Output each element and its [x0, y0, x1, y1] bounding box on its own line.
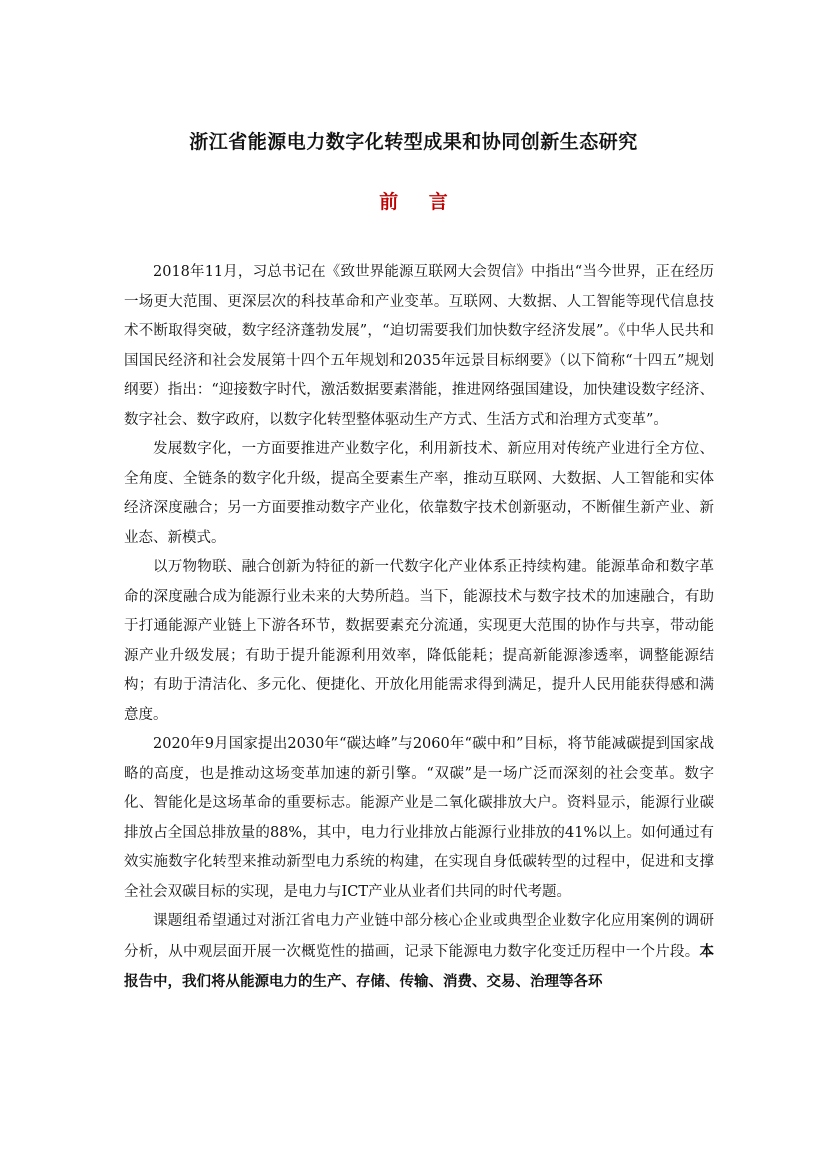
document-body [124, 258, 714, 998]
paragraph-5-text: 课题组希望通过对浙江省电力产业链中部分核心企业或典型企业数字化应用案例的调研分析，从中观层面开展一次概览性的描画，记录下能源电力数字化变迁历程中一个片段。 [124, 913, 714, 960]
paragraph-5 [124, 907, 714, 998]
paragraph-3: 以万物物联、融合创新为特征的新一代数字化产业体系正持续构建。能源革命和数字革命的深度融合成为能源行业未来的大势所趋。当下，能源技术与数字技术的加速融合，有助于打通能源产业链上下游各环节，数据要素充分流通，实现更大范围的协作与共享，带动能源产业升级发展；有助于提升能源利用效率，降低能耗；提高新能源渗透率，调整能源结构；有助于清洁化、多元化、便捷化、开放化用能需求得到满足，提升人民用能获得感和满意度。 [124, 559, 714, 723]
section-heading-preface: 前 言 [379, 191, 460, 213]
paragraph-5-bold-text: 本报告中，我们将从能源电力的生产、存储、传输、消费、交易、治理等各环 [124, 942, 714, 990]
paragraph-1: 2018年11月，习总书记在《致世界能源互联网大会贺信》中指出“当今世界，正在经历一场更大范围、更深层次的科技革命和产业变革。互联网、大数据、人工智能等现代信息技术不断取得突破，数字经济蓬勃发展”，“迫切需要我们加快数字经济发展”。《中华人民共和国国民经济和社会发展第十四个五年规划和2035年远景目标纲要》（以下简称“十四五”规划纲要）指出：“迎接数字时代，激活数据要素潜能，推进网络强国建设，加快建设数字经济、数字社会、数字政府，以数字化转型整体驱动生产方式、生活方式和治理方式变革”。 [124, 264, 714, 428]
paragraph-4: 2020年9月国家提出2030年“碳达峰”与2060年“碳中和”目标，将节能减碳提到国家战略的高度，也是推动这场变革加速的新引擎。“双碳”是一场广泛而深刻的社会变革。数字化、智能化是这场革命的重要标志。能源产业是二氧化碳排放大户。资料显示，能源行业碳排放占全国总排放量的88%，其中，电力行业排放占能源行业排放的41%以上。如何通过有效实施数字化转型来推动新型电力系统的构建，在实现自身低碳转型的过程中，促进和支撑全社会双碳目标的实现，是电力与ICT产业从业者们共同的时代考题。 [124, 736, 714, 900]
paragraph-2: 发展数字化，一方面要推进产业数字化，利用新技术、新应用对传统产业进行全方位、全角度、全链条的数字化升级，提高全要素生产率，推动互联网、大数据、人工智能和实体经济深度融合；另一方面要推动数字产业化，依靠数字技术创新驱动，不断催生新产业、新业态、新模式。 [124, 441, 714, 546]
document-title: 浙江省能源电力数字化转型成果和协同创新生态研究 [189, 131, 638, 153]
